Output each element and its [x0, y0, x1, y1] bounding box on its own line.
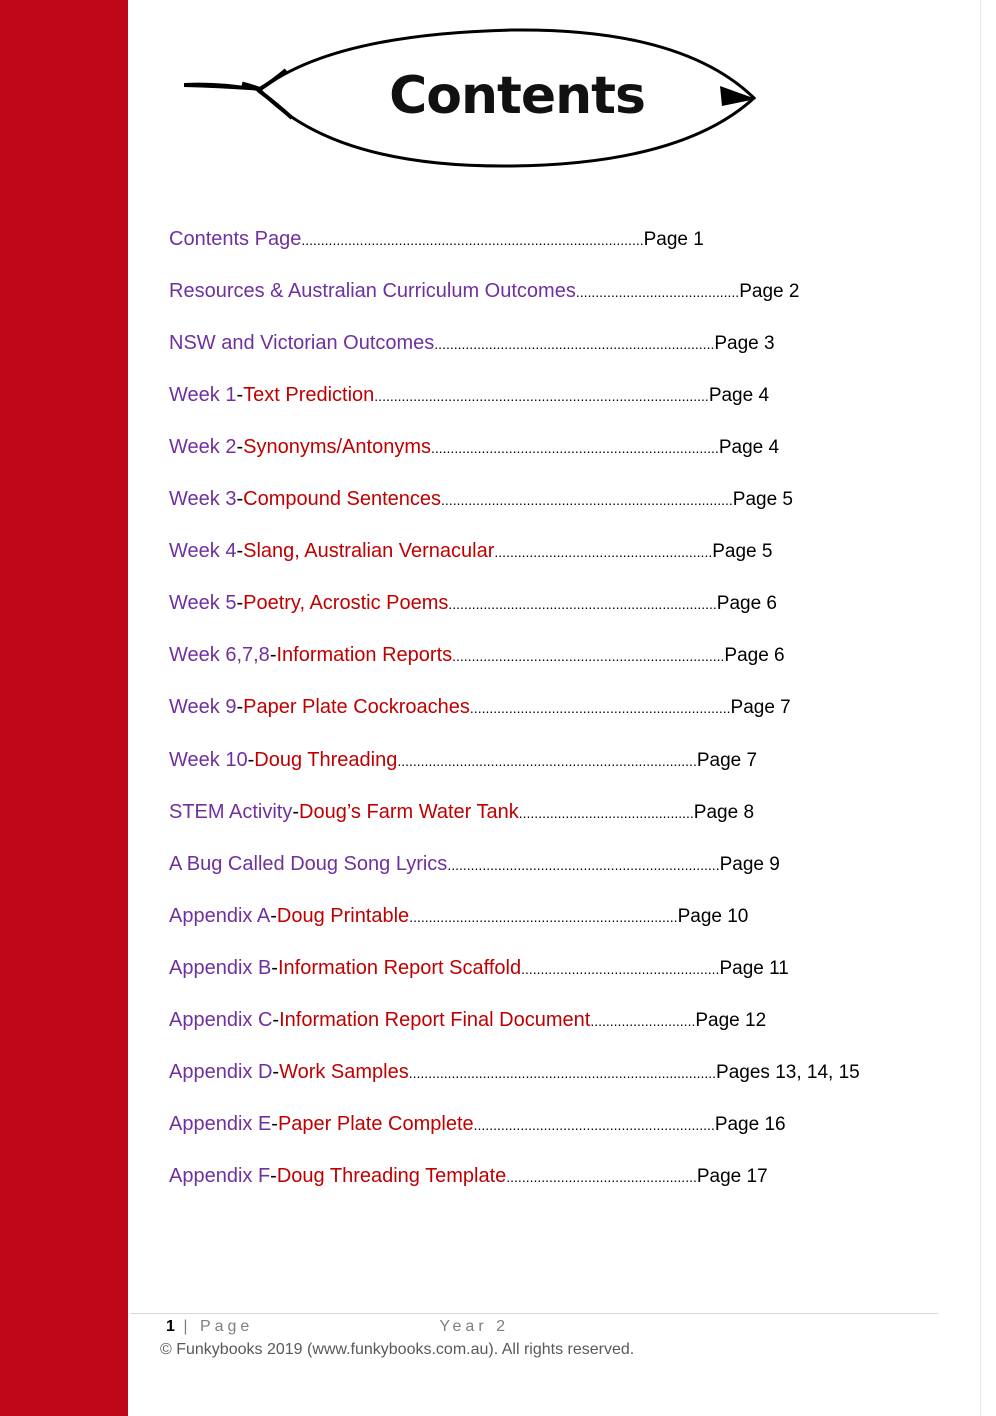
footer-page-number: 1 — [166, 1318, 175, 1335]
toc-leader-dots: ................................................... — [521, 961, 720, 977]
toc-leader-dots: ................................................................... — [469, 700, 731, 716]
toc-row[interactable] — [169, 332, 775, 362]
toc-lead: NSW and Victorian Outcomes — [169, 332, 435, 354]
toc-row[interactable] — [169, 384, 769, 414]
toc-row[interactable] — [169, 280, 799, 310]
toc-page: Page 6 — [716, 593, 778, 614]
toc-leader-dots: ..................................................................... — [448, 596, 717, 612]
toc-lead: Week 10 — [169, 749, 248, 771]
toc-row[interactable] — [169, 749, 757, 779]
toc-lead: Week 4 — [169, 540, 237, 562]
toc-row[interactable] — [169, 644, 785, 674]
footer-page-line — [166, 1318, 509, 1336]
toc-row[interactable] — [169, 540, 772, 570]
toc-page: Page 8 — [693, 802, 755, 823]
toc-leader-dots: ........................................................................ — [434, 336, 715, 352]
toc-page: Page 6 — [724, 645, 785, 666]
toc-leader-dots: ...................................................................................... — [374, 388, 709, 404]
toc-lead: A Bug Called Doug Song Lyrics — [169, 853, 448, 875]
toc-lead: Contents Page — [169, 228, 302, 250]
toc-topic: Slang, Australian Vernacular — [243, 540, 495, 562]
toc-leader-dots: .......................................... — [575, 284, 740, 300]
toc-row[interactable] — [169, 1009, 766, 1039]
toc-row[interactable] — [169, 853, 780, 883]
toc-row[interactable] — [169, 905, 748, 935]
toc-row[interactable] — [169, 696, 791, 726]
toc-dash: - — [247, 749, 255, 771]
toc-page: Page 4 — [708, 385, 770, 406]
toc-page: Page 17 — [696, 1166, 768, 1187]
footer-page-label: | Page — [174, 1318, 254, 1335]
toc-leader-dots: ........................................................ — [494, 544, 713, 560]
toc-row[interactable] — [169, 592, 777, 622]
toc-leader-dots: ...................................................................... — [447, 857, 720, 873]
toc-row[interactable] — [169, 1113, 786, 1143]
toc-leader-dots: ..................................................................... — [409, 909, 678, 925]
toc-lead: Appendix B — [169, 957, 272, 979]
toc-leader-dots: .............................................................. — [473, 1117, 715, 1133]
toc-lead: Resources & Australian Curriculum Outcomes — [169, 280, 576, 302]
toc-dash: - — [236, 436, 244, 458]
toc-page: Page 10 — [677, 906, 749, 927]
toc-dash: - — [269, 644, 277, 666]
toc-dash: - — [236, 696, 244, 718]
toc-leader-dots: ........................... — [590, 1013, 696, 1029]
toc-lead: Appendix E — [169, 1113, 272, 1135]
toc-row[interactable] — [169, 488, 793, 518]
toc-topic: Synonyms/Antonyms — [243, 436, 431, 458]
toc-topic: Doug Threading — [254, 749, 398, 771]
toc-lead: Week 3 — [169, 488, 237, 510]
toc-page: Page 16 — [714, 1114, 786, 1135]
toc-leader-dots: ............................................................................. — [397, 753, 697, 769]
toc-row[interactable] — [169, 436, 779, 466]
red-sidebar — [0, 0, 128, 1416]
toc-dash: - — [236, 540, 244, 562]
toc-dash: - — [271, 1113, 278, 1135]
toc-lead: Week 1 — [169, 384, 237, 406]
toc-leader-dots: ............................................................................... — [408, 1065, 717, 1081]
toc-topic: Compound Sentences — [243, 488, 442, 510]
toc-topic: Doug’s Farm Water Tank — [299, 801, 519, 823]
toc-page: Page 5 — [732, 489, 794, 510]
toc-lead: Appendix D — [169, 1061, 273, 1083]
footer-divider — [130, 1313, 938, 1314]
toc-dash: - — [272, 1009, 280, 1031]
title-banner — [182, 26, 762, 171]
toc-leader-dots: ...................................................................... — [452, 648, 725, 664]
toc-dash: - — [272, 1061, 280, 1083]
toc-topic: Information Reports — [276, 644, 453, 666]
toc-dash: - — [271, 957, 278, 979]
page-edge — [980, 0, 981, 1416]
toc-leader-dots: ........................................................................................ — [301, 232, 644, 248]
toc-dash: - — [270, 1165, 277, 1187]
toc-page: Page 11 — [719, 958, 789, 979]
toc-topic: Poetry, Acrostic Poems — [243, 592, 449, 614]
toc-lead: Week 5 — [169, 592, 237, 614]
toc-page: Page 4 — [718, 437, 780, 458]
toc-row[interactable] — [169, 957, 789, 987]
toc-lead: Appendix C — [169, 1009, 273, 1031]
footer-copyright: © Funkybooks 2019 (www.funkybooks.com.au). All rights reserved. — [160, 1341, 635, 1358]
toc-dash: - — [270, 905, 277, 927]
toc-page: Page 7 — [730, 697, 791, 718]
toc-lead: Week 2 — [169, 436, 237, 458]
toc-lead: Week 6,7,8 — [169, 644, 270, 666]
toc-leader-dots: ................................................. — [506, 1169, 697, 1185]
toc-page: Page 9 — [719, 854, 780, 875]
toc-topic: Information Report Scaffold — [277, 957, 522, 979]
toc-topic: Doug Printable — [276, 905, 410, 927]
toc-dash: - — [236, 488, 244, 510]
toc-lead: Week 9 — [169, 696, 237, 718]
toc-row[interactable] — [169, 228, 704, 258]
toc-row[interactable] — [169, 1061, 860, 1091]
toc-page: Page 5 — [712, 541, 773, 562]
toc-page: Page 7 — [696, 750, 758, 771]
footer-year: Year 2 — [439, 1318, 509, 1335]
toc-dash: - — [236, 384, 244, 406]
toc-leader-dots: ............................................. — [518, 805, 694, 821]
toc-lead: Appendix F — [169, 1165, 271, 1187]
toc-lead: Appendix A — [169, 905, 271, 927]
toc-topic: Information Report Final Document — [279, 1009, 591, 1031]
page-title: Contents — [389, 66, 645, 126]
toc-lead: STEM Activity — [169, 801, 293, 823]
toc-topic: Work Samples — [279, 1061, 409, 1083]
toc-topic: Text Prediction — [243, 384, 375, 406]
toc-page: Page 2 — [739, 281, 800, 302]
toc-row[interactable] — [169, 801, 754, 831]
toc-page: Page 3 — [714, 333, 775, 354]
toc-page: Page 1 — [643, 229, 704, 250]
toc-topic: Paper Plate Complete — [277, 1113, 474, 1135]
toc-row[interactable] — [169, 1165, 768, 1195]
toc-leader-dots: .......................................................................... — [430, 440, 719, 456]
toc-topic: Paper Plate Cockroaches — [243, 696, 470, 718]
toc-topic: Doug Threading Template — [276, 1165, 507, 1187]
toc-dash: - — [236, 592, 244, 614]
toc-page: Page 12 — [695, 1010, 767, 1031]
toc-dash: - — [292, 801, 300, 823]
toc-page: Pages 13, 14, 15 — [716, 1062, 860, 1083]
toc-leader-dots: ........................................................................... — [441, 492, 733, 508]
